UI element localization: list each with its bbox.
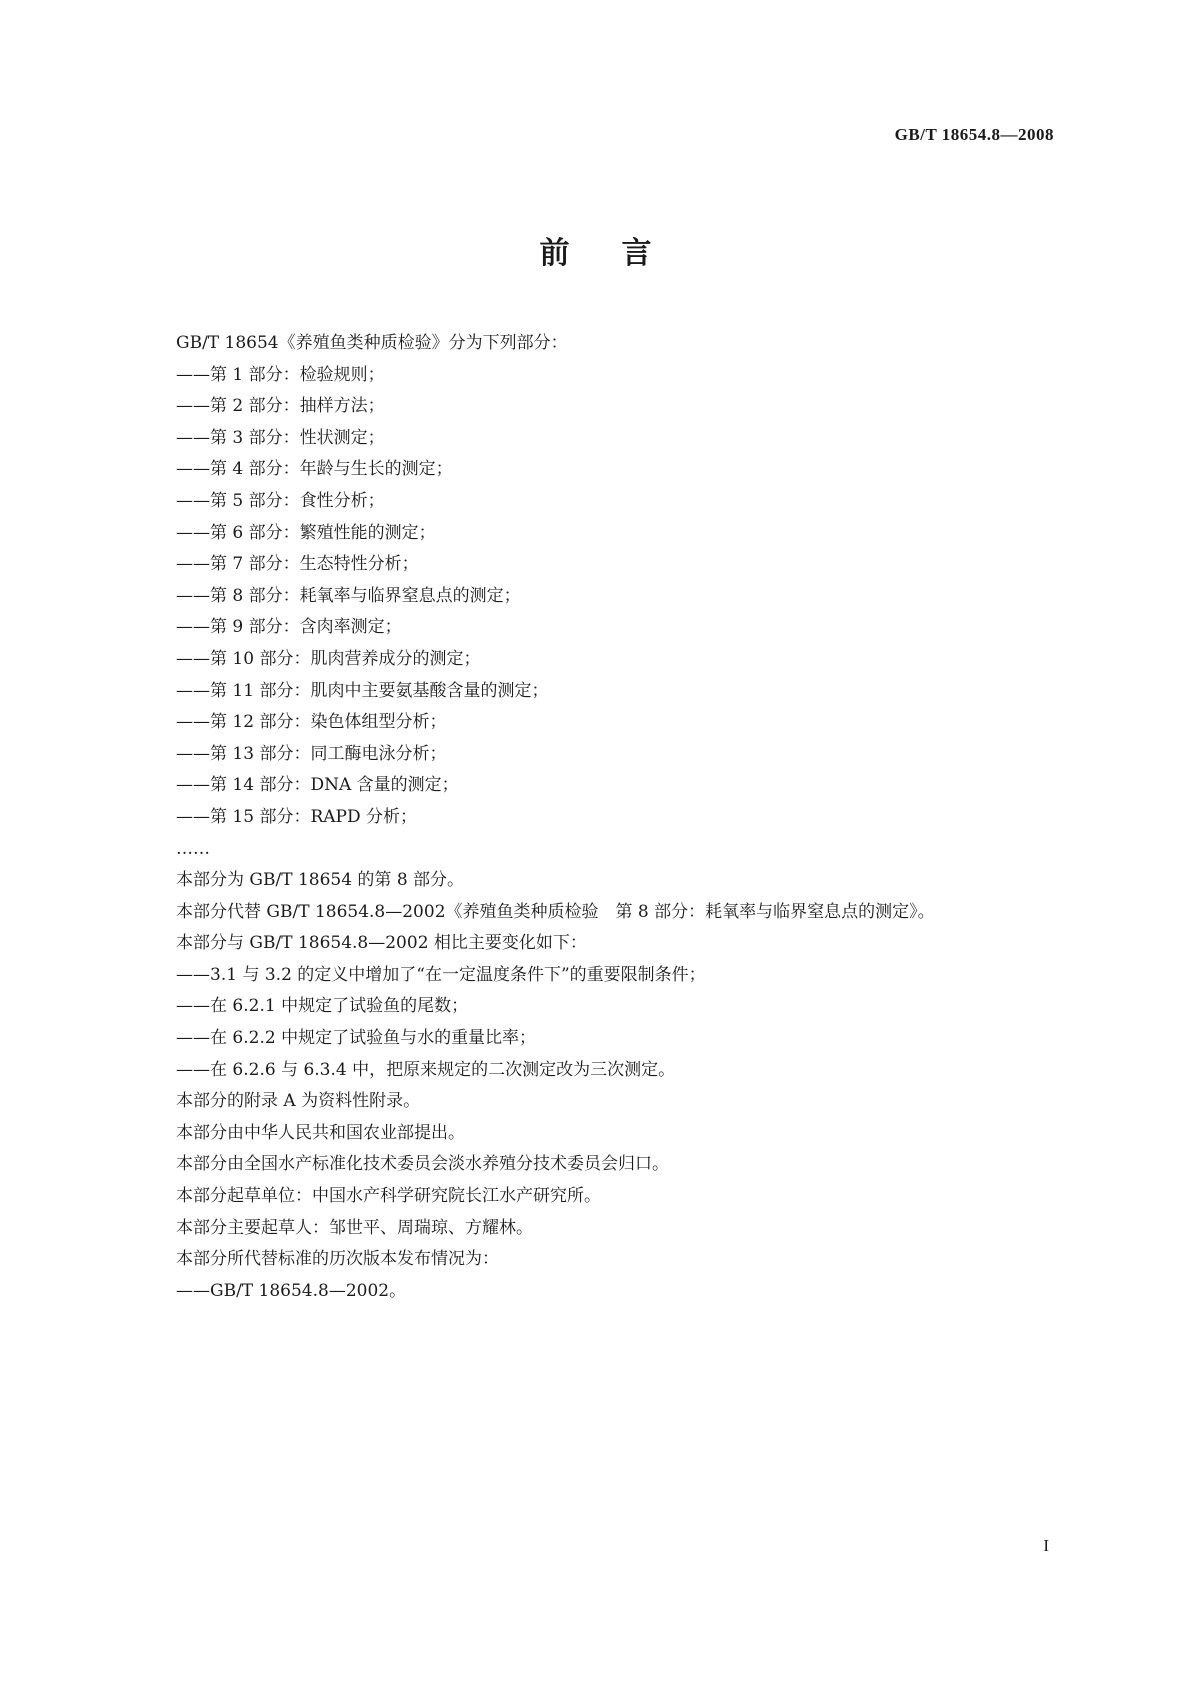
paragraph-line: 本部分由全国水产标准化技术委员会淡水养殖分技术委员会归口。	[176, 1154, 669, 1175]
foreword-body	[176, 328, 1076, 1307]
part-list-item: ——第 4 部分：年龄与生长的测定；	[176, 459, 453, 480]
part-list-item: ——第 14 部分：DNA 含量的测定；	[176, 775, 459, 796]
paragraph-line: 本部分与 GB/T 18654.8—2002 相比主要变化如下：	[176, 933, 587, 954]
part-list-item: ——第 15 部分：RAPD 分析；	[176, 806, 417, 827]
part-list-item: ——第 8 部分：耗氧率与临界窒息点的测定；	[176, 585, 521, 606]
ellipsis-line: ……	[176, 838, 210, 859]
paragraph-line: 本部分为 GB/T 18654 的第 8 部分。	[176, 870, 465, 891]
intro-line: GB/T 18654《养殖鱼类种质检验》分为下列部分：	[176, 333, 568, 353]
part-list-item: ——第 9 部分：含肉率测定；	[176, 617, 402, 638]
paragraph-line: 本部分所代替标准的历次版本发布情况为：	[176, 1249, 499, 1270]
paragraph-line: 本部分的附录 A 为资料性附录。	[176, 1091, 421, 1112]
part-list-item: ——第 13 部分：同工酶电泳分析；	[176, 743, 447, 764]
paragraph-line: 本部分起草单位：中国水产科学研究院长江水产研究所。	[176, 1186, 601, 1207]
part-list-item: ——第 10 部分：肌肉营养成分的测定；	[176, 648, 481, 669]
part-list-item: ——第 3 部分：性状测定；	[176, 427, 385, 448]
part-list-item: ——第 7 部分：生态特性分析；	[176, 554, 419, 575]
part-list-item: ——第 2 部分：抽样方法；	[176, 396, 385, 417]
part-list-item: ——第 5 部分：食性分析；	[176, 490, 385, 511]
change-list-item: ——3.1 与 3.2 的定义中增加了“在一定温度条件下”的重要限制条件；	[176, 964, 706, 985]
part-list-item: ——第 6 部分：繁殖性能的测定；	[176, 522, 436, 543]
standard-number: GB/T 18654.8—2008	[894, 125, 1054, 144]
change-list-item: ——在 6.2.6 与 6.3.4 中，把原来规定的二次测定改为三次测定。	[176, 1059, 676, 1080]
paragraph-line: 本部分代替 GB/T 18654.8—2002《养殖鱼类种质检验 第 8 部分：耗氧率与临界窒息点的测定》。	[176, 901, 935, 922]
part-list-item: ——第 1 部分：检验规则；	[176, 364, 385, 385]
page-title: 前言	[539, 236, 704, 271]
part-list-item: ——第 11 部分：肌肉中主要氨基酸含量的测定；	[176, 680, 549, 701]
change-list-item: ——在 6.2.2 中规定了试验鱼与水的重量比率；	[176, 1028, 537, 1049]
paragraph-line: 本部分由中华人民共和国农业部提出。	[176, 1122, 465, 1143]
history-list-item: ——GB/T 18654.8—2002。	[176, 1280, 407, 1301]
paragraph-line: 本部分主要起草人：邹世平、周瑞琼、方耀林。	[176, 1217, 533, 1238]
part-list-item: ——第 12 部分：染色体组型分析；	[176, 712, 447, 733]
change-list-item: ——在 6.2.1 中规定了试验鱼的尾数；	[176, 996, 469, 1017]
page-number: I	[1043, 1536, 1049, 1555]
